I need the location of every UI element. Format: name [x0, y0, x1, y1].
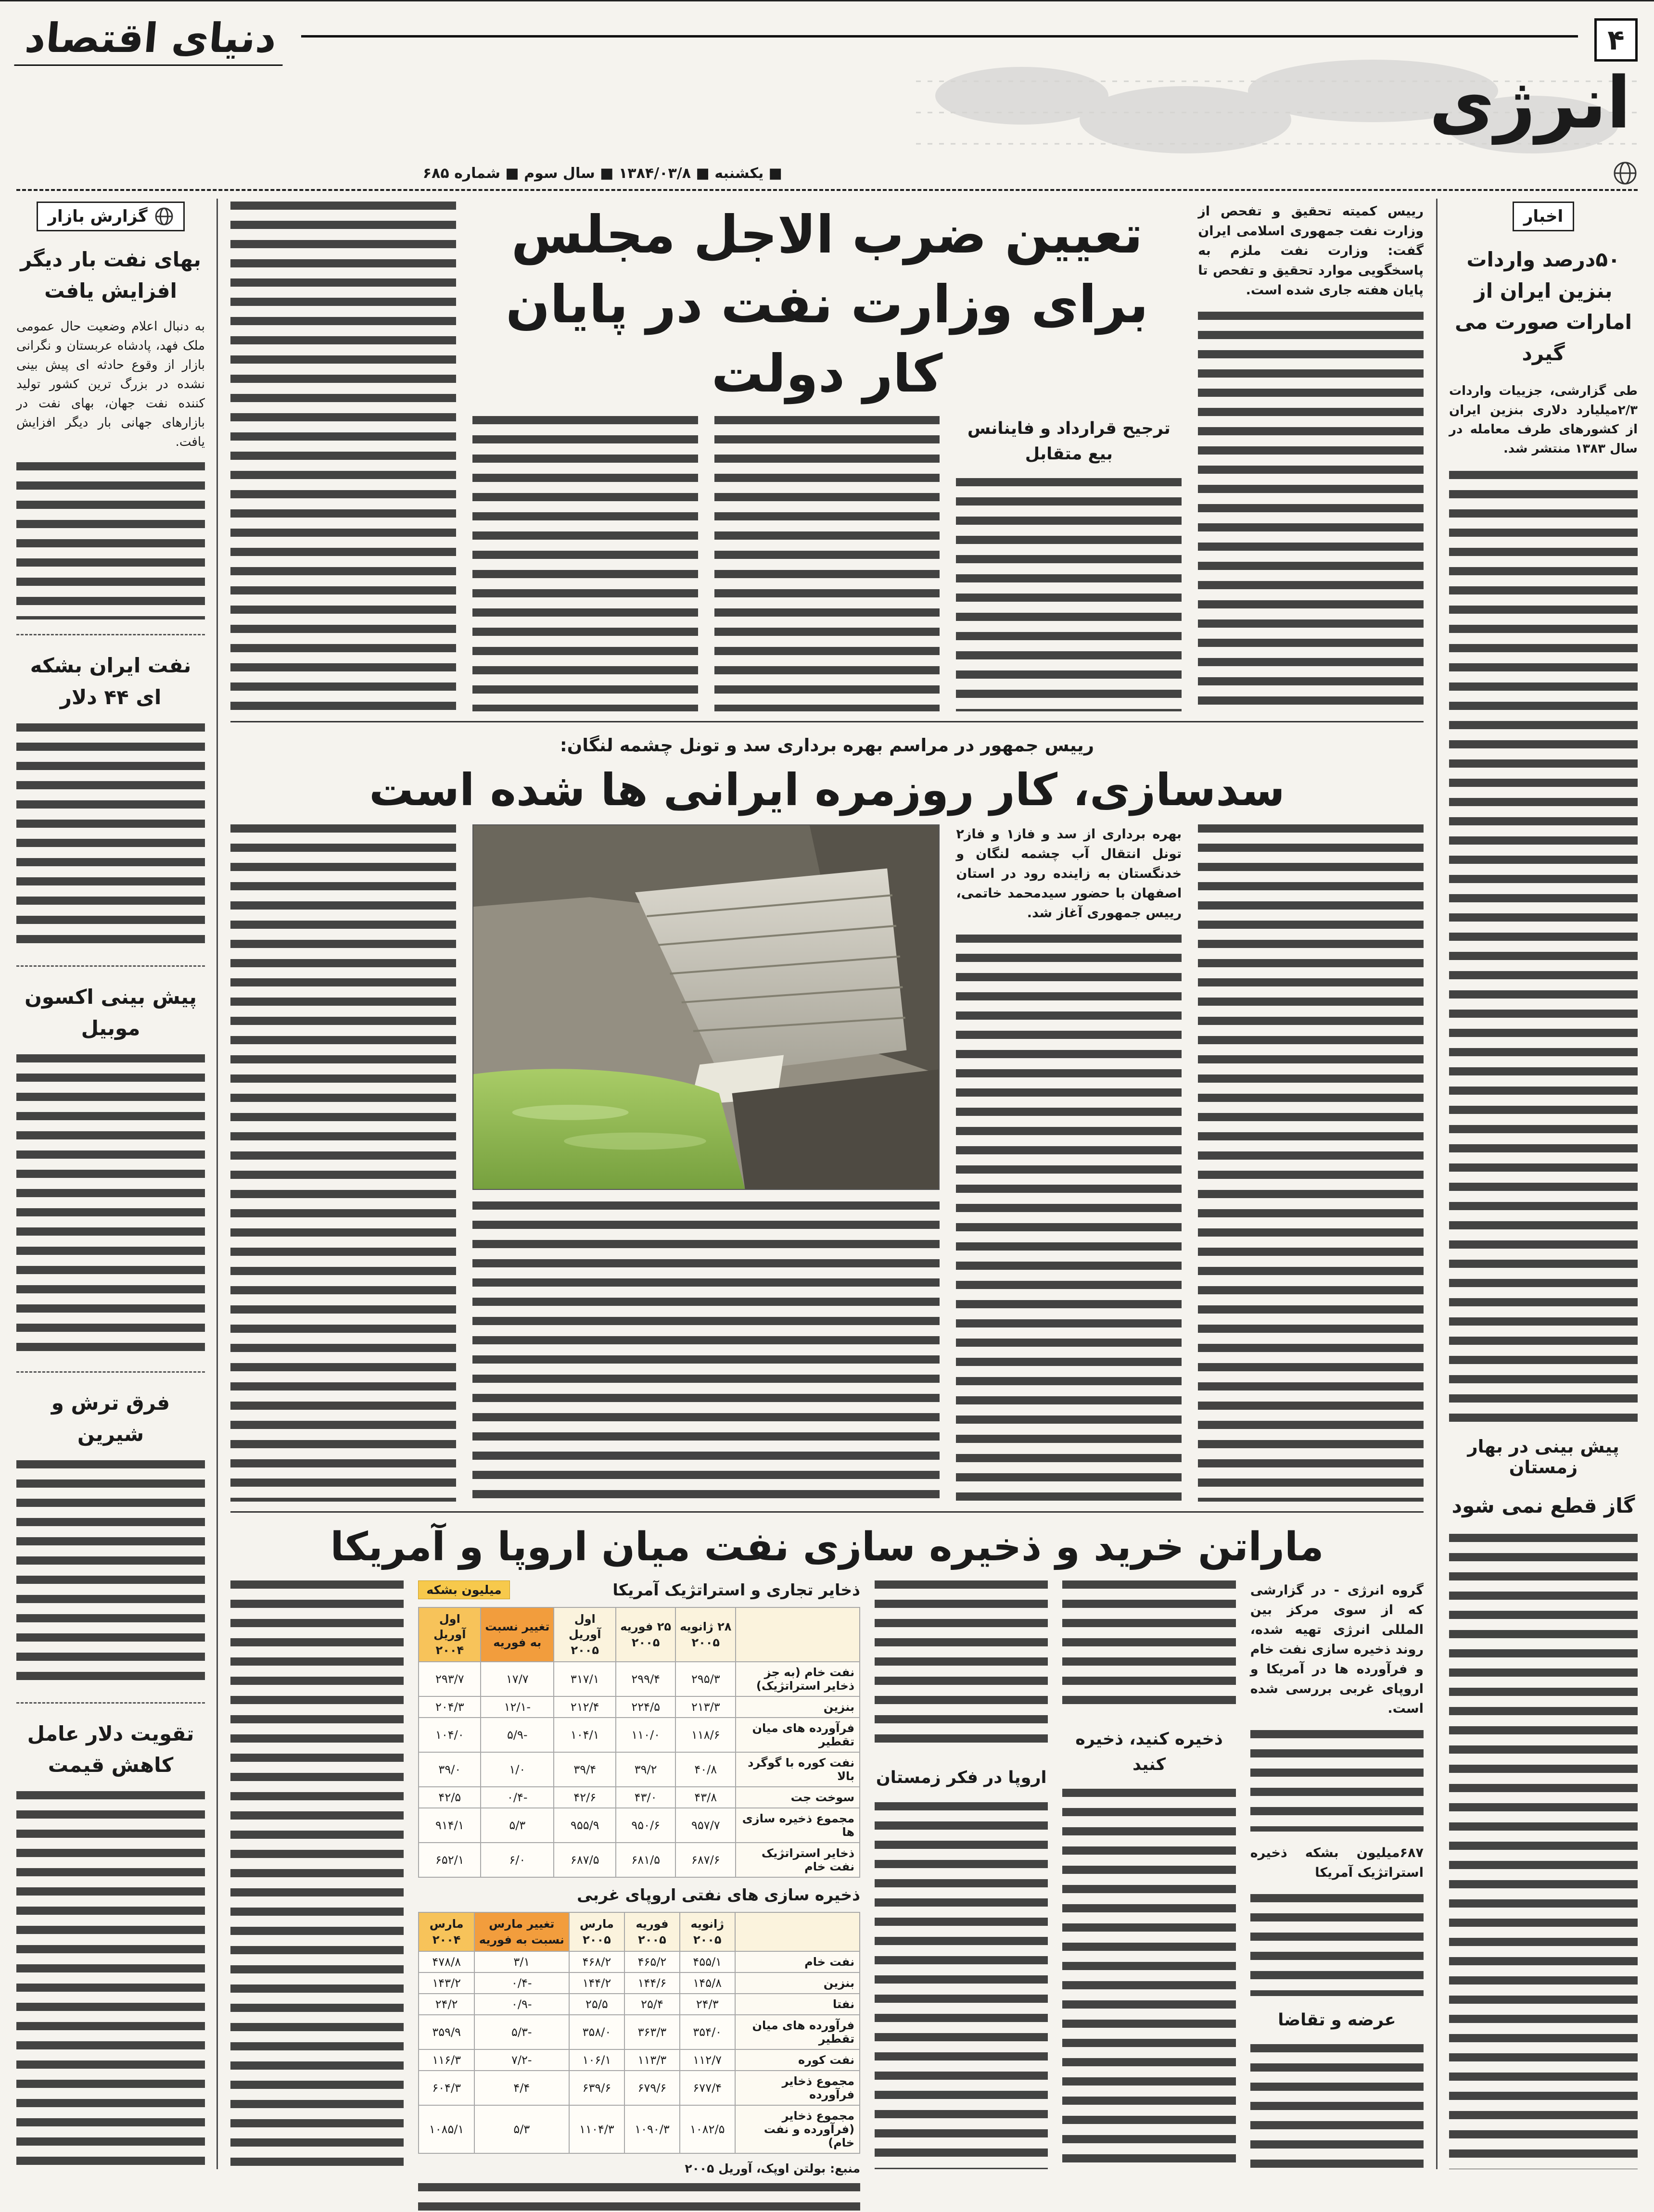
storage-subhead-supply-demand: عرضه و تقاضا	[1278, 2010, 1396, 2030]
table-row	[419, 1696, 860, 1718]
article-divider	[16, 965, 205, 967]
table-cell: ۱۴۳/۲	[419, 1972, 474, 1994]
table-row	[419, 1787, 860, 1808]
news-label: اخبار	[1523, 207, 1564, 226]
text-block	[16, 462, 205, 619]
text-block	[875, 1802, 1048, 2170]
article-divider	[16, 1702, 205, 1704]
main-article	[230, 202, 1424, 711]
table-row	[419, 1843, 860, 1877]
text-block	[956, 935, 1182, 1502]
section-row	[16, 62, 1638, 157]
dam-article-column	[1198, 824, 1424, 1502]
storage-subhead-europe-winter: اروپا در فکر زمستان	[876, 1768, 1047, 1787]
dam-photo	[472, 824, 940, 1190]
table-cell: ۲۹۹/۴	[616, 1662, 675, 1696]
market-headline: پیش بینی اکسون موبیل	[25, 985, 197, 1040]
table-column-header: فوریه ۲۰۰۵	[624, 1912, 679, 1951]
storage-column	[230, 1580, 404, 2169]
table-cell: ۱۰۶/۱	[569, 2049, 625, 2071]
table-cell: -۷/۲	[474, 2049, 569, 2071]
page-header	[16, 13, 1638, 191]
table-cell: ۴۵۵/۱	[680, 1951, 735, 1972]
globe-icon	[154, 207, 174, 226]
table-row-label: سوخت جت	[736, 1787, 860, 1808]
table-cell: ۹۵۰/۶	[616, 1808, 675, 1843]
table-cell: ۵/۳	[481, 1808, 554, 1843]
market-headline: فرق ترش و شیرین	[51, 1391, 170, 1446]
storage-tables-zone	[418, 1580, 861, 2175]
table-row	[419, 2049, 860, 2071]
table-cell: ۱۱۰/۰	[616, 1718, 675, 1752]
table-cell: ۱۴۴/۲	[569, 1972, 625, 1994]
table-column-header: مارس ۲۰۰۵	[569, 1912, 625, 1951]
table-cell: ۲۰۴/۳	[419, 1696, 481, 1718]
page-body	[16, 199, 1638, 2175]
table-cell: ۲۹۳/۷	[419, 1662, 481, 1696]
text-block	[714, 416, 940, 711]
market-article	[16, 1387, 205, 1688]
table-cell: ۲۹۵/۳	[675, 1662, 736, 1696]
main-article-subhead: ترجیح قرارداد و فاینانس بیع متقابل	[967, 419, 1171, 464]
page-number: ۴	[1607, 24, 1625, 56]
us-table-unit: میلیون بشکه	[418, 1580, 509, 1599]
text-block	[230, 202, 456, 711]
table-cell: ۱۰۹۰/۳	[624, 2105, 679, 2153]
table-cell: ۹۵۵/۹	[554, 1808, 616, 1843]
text-block	[16, 1054, 205, 1357]
table-cell: ۴۲/۵	[419, 1787, 481, 1808]
main-headline-line2: برای وزارت نفت در پایان کار دولت	[506, 274, 1148, 404]
dam-lead: بهره برداری از سد و فاز۱ و فاز۲ تونل انتقال آب چشمه لنگان و خدنگستان به زاینده رود در استان اصفهان با حضور سیدمحمد خاتمی، رییس جمهوری آغاز شد.	[956, 827, 1182, 921]
table-cell: ۱۰۴/۰	[419, 1718, 481, 1752]
storage-subhead-store: ذخیره کنید، ذخیره کنید	[1075, 1730, 1223, 1774]
table-cell: ۶۷۷/۴	[680, 2071, 735, 2105]
section-title: انرژی	[1429, 62, 1631, 144]
table-cell: -۰/۹	[474, 1994, 569, 2015]
table-column-header	[736, 1607, 860, 1662]
text-block	[472, 1201, 940, 1502]
table-cell: ۹۱۴/۱	[419, 1808, 481, 1843]
table-cell: ۵/۳	[474, 2105, 569, 2153]
table-cell: ۶۸۱/۵	[616, 1843, 675, 1877]
table-cell: ۶۰۴/۳	[419, 2071, 474, 2105]
table-row	[419, 1972, 860, 1994]
table-cell: ۲۵/۵	[569, 1994, 625, 2015]
table-column-header: ۲۵ فوریه ۲۰۰۵	[616, 1607, 675, 1662]
table-row-label: بنزین	[736, 1696, 860, 1718]
table-cell: ۲۴/۳	[680, 1994, 735, 2015]
article-divider	[16, 1371, 205, 1373]
table-cell: ۳۱۷/۱	[554, 1662, 616, 1696]
eu-table-header	[418, 1885, 860, 1904]
dam-article-column	[230, 824, 456, 1502]
text-block	[1250, 1730, 1424, 1832]
table-cell: ۶۵۲/۱	[419, 1843, 481, 1877]
masthead-rule	[301, 35, 1578, 38]
table-cell: ۳۹/۰	[419, 1752, 481, 1787]
table-cell: ۶۸۷/۶	[675, 1843, 736, 1877]
main-article-lead: رییس کمیته تحقیق و تفحص از وزارت نفت جمهوری اسلامی ایران گفت: وزارت نفت ملزم به پاسخگویی موارد تحقیق و تفحص تا پایان هفته جاری شده است.	[1198, 204, 1424, 298]
table-cell: ۲۴/۲	[419, 1994, 474, 2015]
market-label-chip	[37, 202, 184, 231]
section-divider	[230, 721, 1424, 722]
market-column	[16, 199, 205, 2169]
text-block	[230, 824, 456, 1502]
table-cell: ۳/۱	[474, 1951, 569, 1972]
text-block	[1062, 1789, 1235, 2169]
main-article-column	[714, 416, 940, 711]
news-sub-headline: گاز قطع نمی شود	[1451, 1494, 1635, 1518]
table-cell: ۱۱۸/۶	[675, 1718, 736, 1752]
table-row	[419, 1752, 860, 1787]
table-cell: ۴۶۸/۲	[569, 1951, 625, 1972]
table-row-label: نفت خام	[735, 1951, 860, 1972]
table-column-header	[735, 1912, 860, 1951]
article-divider	[16, 634, 205, 635]
text-block	[1198, 312, 1424, 711]
table-row	[419, 2105, 860, 2153]
center-zone	[216, 199, 1438, 2175]
main-headline-line1: تعیین ضرب الاجل مجلس	[511, 204, 1143, 265]
us-table-header	[418, 1580, 860, 1599]
table-cell: ۶/۰	[481, 1843, 554, 1877]
newspaper-logo: دنیای اقتصاد	[14, 14, 287, 66]
text-block	[16, 1460, 205, 1688]
dam-photo-graphic	[473, 825, 939, 1189]
table-cell: ۲۲۴/۵	[616, 1696, 675, 1718]
table-cell: -۰/۴	[481, 1787, 554, 1808]
table-cell: ۲۵/۴	[624, 1994, 679, 2015]
text-block	[1449, 1534, 1638, 2169]
table-cell: ۱۱۰۴/۳	[569, 2105, 625, 2153]
table-cell: ۳۵۸/۰	[569, 2015, 625, 2049]
table-row-label: فرآورده های میان تقطیر	[736, 1718, 860, 1752]
market-headline: تقویت دلار عامل کاهش قیمت	[27, 1722, 194, 1777]
table-row-label: نفتا	[735, 1994, 860, 2015]
table-cell: ۱۱۲/۷	[680, 2049, 735, 2071]
table-row	[419, 2071, 860, 2105]
table-cell: ۹۵۷/۷	[675, 1808, 736, 1843]
market-headline: نفت ایران بشکه ای ۴۴ دلار	[30, 654, 191, 709]
table-row	[419, 1808, 860, 1843]
table-row-label: نفت کوره	[735, 2049, 860, 2071]
table-row-label: مجموع ذخایر (فرآورده و نفت خام)	[735, 2105, 860, 2153]
table-cell: ۶۳۹/۶	[569, 2071, 625, 2105]
text-block	[1198, 824, 1424, 1502]
table-row-label: مجموع ذخیره سازی ها	[736, 1808, 860, 1843]
table-cell: ۶۸۷/۵	[554, 1843, 616, 1877]
main-headline-wrap	[472, 202, 1182, 408]
table-cell: ۳۵۹/۹	[419, 2015, 474, 2049]
dam-article	[230, 732, 1424, 1502]
text-block	[16, 1791, 205, 2169]
table-row-label: نفت کوره با گوگرد بالا	[736, 1752, 860, 1787]
us-reserves-table	[418, 1607, 860, 1878]
table-row	[419, 1718, 860, 1752]
text-block	[1250, 2044, 1424, 2169]
table-column-header: ژانویه ۲۰۰۵	[680, 1912, 735, 1951]
date-line: ■ یکشنبه ■ ۱۳۸۴/۰۳/۸ ■ سال سوم ■ شماره ۶۸۵	[422, 164, 782, 182]
eu-reserves-table	[418, 1912, 860, 2154]
table-row-label: بنزین	[735, 1972, 860, 1994]
market-article	[16, 981, 205, 1357]
us-table-title: ذخایر تجاری و استراتژیک آمریکا	[612, 1580, 861, 1599]
table-column-header: اول آوریل ۲۰۰۴	[419, 1607, 481, 1662]
table-cell: -۵/۳	[474, 2015, 569, 2049]
table-cell: ۴۰/۸	[675, 1752, 736, 1787]
news-lead: طی گزارشی، جزییات واردات ۲/۳میلیارد دلاری بنزین ایران از کشورهای طرف معامله در سال ۱۳۸۳ منتشر شد.	[1449, 384, 1638, 456]
storage-headline: ماراتن خرید و ذخیره سازی نفت میان اروپا و آمریکا	[330, 1524, 1324, 1570]
table-row-label: فرآورده های میان تقطیر	[735, 2015, 860, 2049]
table-column-header: ۲۸ ژانویه ۲۰۰۵	[675, 1607, 736, 1662]
news-headline: ۵۰درصد واردات بنزین ایران از امارات صورت می گیرد	[1455, 248, 1632, 366]
text-block	[1062, 1580, 1235, 1715]
table-row-label: مجموع ذخایر فرآورده	[735, 2071, 860, 2105]
table-row	[419, 2015, 860, 2049]
table-cell: ۱/۰	[481, 1752, 554, 1787]
table-cell: ۴/۴	[474, 2071, 569, 2105]
text-block	[472, 416, 698, 711]
table-cell: ۱۰۸۲/۵	[680, 2105, 735, 2153]
dam-article-lead-column	[956, 824, 1182, 1502]
text-block	[956, 478, 1182, 711]
dam-kicker: رییس جمهور در مراسم بهره برداری سد و تونل چشمه لنگان:	[560, 735, 1094, 756]
table-cell: ۴۳/۰	[616, 1787, 675, 1808]
storage-lead-column	[1250, 1580, 1424, 2169]
table-row-label: نفت خام (به جز ذخایر استراتژیک)	[736, 1662, 860, 1696]
text-block	[230, 1580, 404, 2169]
table-cell: ۶۷۹/۶	[624, 2071, 679, 2105]
market-article	[16, 244, 205, 619]
table-column-header: تغییر نسبت به فوریه	[481, 1607, 554, 1662]
table-cell: -۱۲/۱	[481, 1696, 554, 1718]
storage-column	[1062, 1580, 1235, 2169]
table-row-label: ذخایر استراتژیک نفت خام	[736, 1843, 860, 1877]
market-lead: به دنبال اعلام وضعیت حال عمومی ملک فهد، پادشاه عربستان و نگرانی بازار از وقوع حادثه ای پیش بینی نشده در بزرگ ترین کشور تولید کننده نفت جهان، بهای نفت در بازارهای جهانی بار دیگر افزایش یافت.	[16, 319, 205, 450]
main-headline	[472, 201, 1182, 409]
table-cell: ۳۶۳/۳	[624, 2015, 679, 2049]
table-column-header: اول آوریل ۲۰۰۵	[554, 1607, 616, 1662]
news-column	[1449, 199, 1638, 2169]
table-cell: ۱۱۶/۳	[419, 2049, 474, 2071]
table-cell: ۱۴۴/۶	[624, 1972, 679, 1994]
storage-column	[875, 1580, 1048, 2169]
table-cell: ۳۹/۴	[554, 1752, 616, 1787]
table-cell: ۱۱۳/۳	[624, 2049, 679, 2071]
main-article-column	[956, 416, 1182, 711]
storage-article	[230, 1522, 1424, 2175]
eu-table-title: ذخیره سازی های نفتی اروپای غربی	[577, 1885, 861, 1905]
main-article-lead-column	[1198, 202, 1424, 711]
table-cell: ۲۱۳/۳	[675, 1696, 736, 1718]
text-block	[1449, 471, 1638, 1424]
table-cell: ۳۹/۲	[616, 1752, 675, 1787]
table-column-header: تغییر مارس نسبت به فوریه	[474, 1912, 569, 1951]
table-source: منبع: بولتن اوپک، آوریل ۲۰۰۵	[685, 2161, 861, 2175]
table-cell: -۰/۴	[474, 1972, 569, 1994]
text-block	[875, 1580, 1048, 1754]
text-block	[1250, 1894, 1424, 1996]
table-column-header: مارس ۲۰۰۴	[419, 1912, 474, 1951]
table-cell: ۴۷۸/۸	[419, 1951, 474, 1972]
section-divider	[230, 1511, 1424, 1513]
storage-highlight: ۶۸۷میلیون بشکه ذخیره استراتژیک آمریکا	[1250, 1845, 1424, 1881]
market-article	[16, 1718, 205, 2169]
text-block	[16, 723, 205, 951]
table-cell: ۴۳/۸	[675, 1787, 736, 1808]
table-row	[419, 1951, 860, 1972]
table-cell: ۲۱۲/۴	[554, 1696, 616, 1718]
table-cell: ۱۴۵/۸	[680, 1972, 735, 1994]
table-cell: ۱۰۴/۱	[554, 1718, 616, 1752]
main-article-column	[472, 416, 698, 711]
table-cell: ۴۲/۶	[554, 1787, 616, 1808]
main-article-column	[230, 202, 456, 711]
table-row	[419, 1994, 860, 2015]
text-block	[418, 2183, 860, 2212]
table-cell: ۱۷/۷	[481, 1662, 554, 1696]
news-sub-kicker: پیش بینی در بهار زمستان	[1467, 1436, 1619, 1478]
news-label-chip	[1513, 202, 1574, 231]
table-row	[419, 1662, 860, 1696]
table-cell: ۳۵۴/۰	[680, 2015, 735, 2049]
table-cell: ۴۶۵/۲	[624, 1951, 679, 1972]
storage-lead: گروه انرژی - در گزارشی که از سوی مرکز بین المللی انرژی تهیه شده، روند ذخیره سازی نفت خام و فرآورده ها در آمریکا و اروپای غربی بررسی شده است.	[1250, 1583, 1424, 1716]
dam-headline: سدسازی، کار روزمره ایرانی ها شده است	[369, 764, 1285, 816]
table-cell: -۵/۹	[481, 1718, 554, 1752]
market-article	[16, 650, 205, 950]
table-cell: ۱۰۸۵/۱	[419, 2105, 474, 2153]
market-label: گزارش بازار	[48, 207, 148, 226]
market-headline: بهای نفت بار دیگر افزایش یافت	[20, 248, 201, 303]
